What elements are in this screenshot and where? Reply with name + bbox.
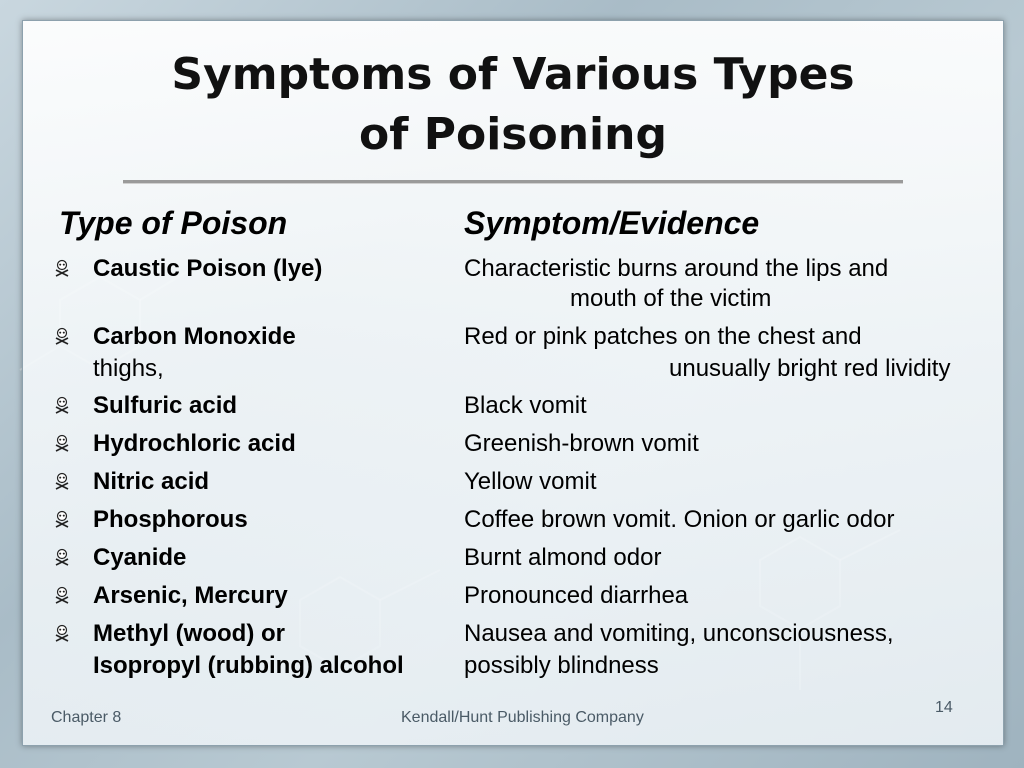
symptom-text-continued: possibly blindness <box>464 652 659 679</box>
column-header-symptom: Symptom/Evidence <box>464 205 760 241</box>
title-line-1: Symptoms of Various Types <box>171 49 855 100</box>
poison-name-continued: thighs, <box>93 355 164 382</box>
footer-chapter: Chapter 8 <box>51 709 122 726</box>
poison-name: Caustic Poison (lye) <box>93 255 323 282</box>
symptom-text-continued: mouth of the victim <box>570 285 772 312</box>
skull-crossbones-icon <box>53 396 71 414</box>
skull-crossbones-icon <box>53 327 71 345</box>
skull-crossbones-icon <box>53 472 71 490</box>
poison-name: Arsenic, Mercury <box>93 582 288 609</box>
symptom-text: Characteristic burns around the lips and <box>464 255 889 282</box>
slide-title <box>23 45 1003 165</box>
column-header-type: Type of Poison <box>59 205 288 241</box>
skull-crossbones-icon <box>53 434 71 452</box>
symptom-text: Yellow vomit <box>464 468 597 495</box>
poison-name: Nitric acid <box>93 468 210 495</box>
symptom-text: Greenish-brown vomit <box>464 430 699 457</box>
symptom-text: Burnt almond odor <box>464 544 662 571</box>
symptom-text: Coffee brown vomit. Onion or garlic odor <box>464 506 895 533</box>
symptom-text: Black vomit <box>464 392 587 419</box>
symptom-text-continued: unusually bright red lividity <box>669 355 951 382</box>
poison-name: Sulfuric acid <box>93 392 238 419</box>
poison-name-continued: Isopropyl (rubbing) alcohol <box>93 652 404 679</box>
skull-crossbones-icon <box>53 548 71 566</box>
skull-crossbones-icon <box>53 259 71 277</box>
symptom-text: Nausea and vomiting, unconsciousness, <box>464 620 894 647</box>
title-line-2: of Poisoning <box>359 109 667 160</box>
symptom-text: Pronounced diarrhea <box>464 582 689 609</box>
footer-publisher: Kendall/Hunt Publishing Company <box>401 709 644 726</box>
skull-crossbones-icon <box>53 510 71 528</box>
skull-crossbones-icon <box>53 624 71 642</box>
poison-name: Carbon Monoxide <box>93 323 296 350</box>
poison-name: Methyl (wood) or <box>93 620 285 647</box>
skull-crossbones-icon <box>53 586 71 604</box>
poison-name: Cyanide <box>93 544 187 571</box>
symptom-text: Red or pink patches on the chest and <box>464 323 862 350</box>
poison-name: Hydrochloric acid <box>93 430 296 457</box>
slide-panel <box>22 20 1004 746</box>
slide-number: 14 <box>935 699 953 716</box>
poison-name: Phosphorous <box>93 506 248 533</box>
title-divider <box>123 180 903 184</box>
